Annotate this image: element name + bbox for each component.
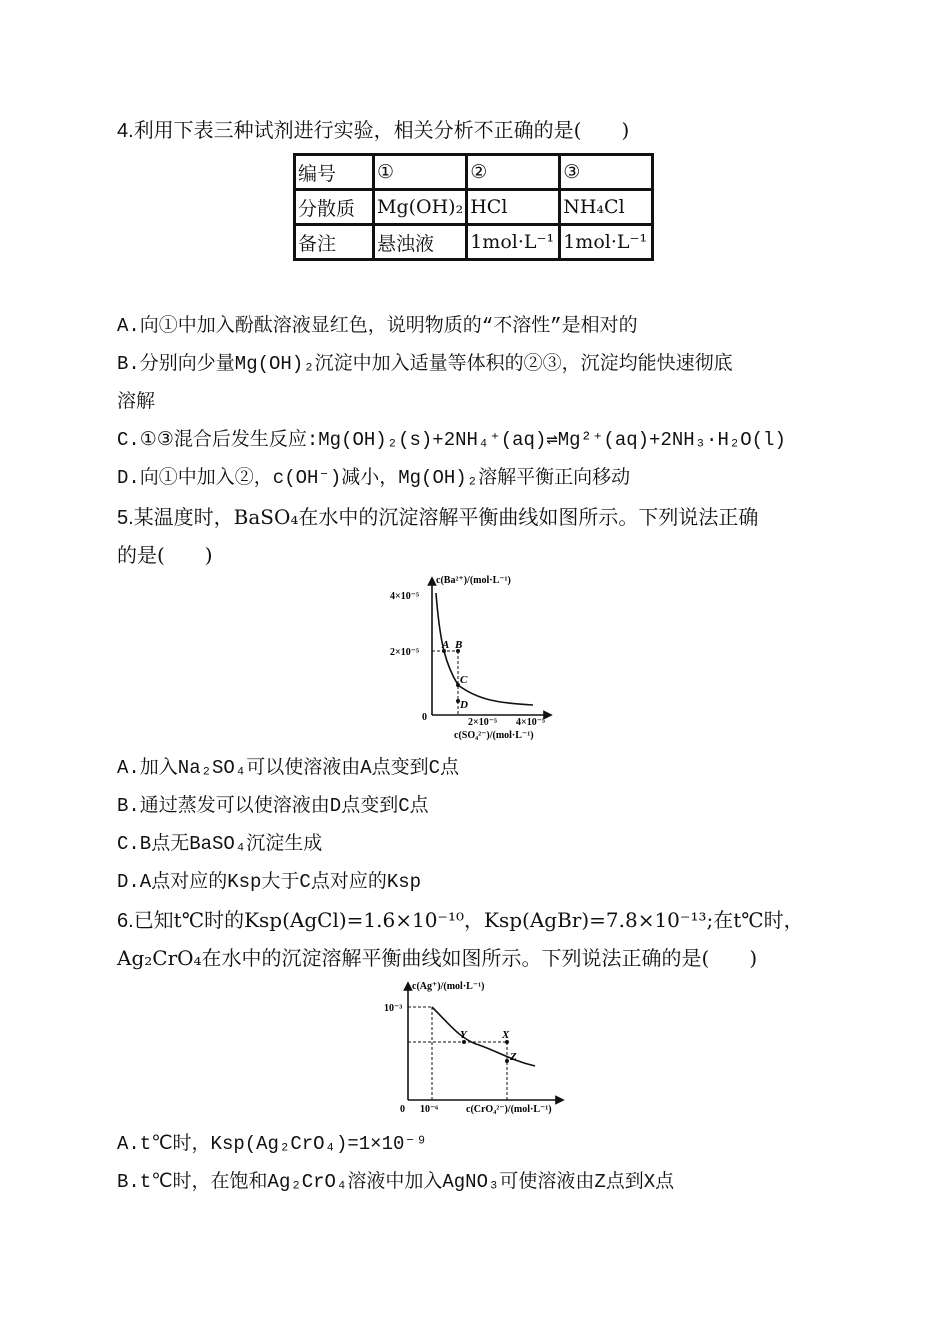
q6-number: 6. — [117, 910, 134, 932]
q4-option-c: C.①③混合后发生反应:Mg(OH)₂(s)+2NH₄⁺(aq)⇌Mg²⁺(aq)+2NH₃·H₂O(l) — [117, 429, 786, 451]
q6-stem-text: 已知t℃时的Ksp(AgCl)=1.6×10⁻¹⁰，Ksp(AgBr)=7.8×10⁻¹³;在t℃时， — [133, 908, 804, 932]
ag2cro4-chart — [380, 980, 570, 1120]
table-cell: 备注 — [295, 225, 374, 260]
point-b-label: B — [455, 639, 463, 651]
table-row — [295, 190, 653, 225]
table-cell: 分散质 — [295, 190, 374, 225]
x-tick-label: 2×10⁻⁵ — [468, 717, 497, 728]
x-tick-label: 10⁻⁶ — [420, 1104, 439, 1115]
x-tick-label: 4×10⁻⁵ — [516, 717, 545, 728]
q6-stem — [117, 908, 804, 933]
table-cell: 编号 — [295, 155, 374, 190]
table-row — [295, 155, 653, 190]
q6-option-b: B.t℃时，在饱和Ag₂CrO₄溶液中加入AgNO₃可使溶液由Z点到X点 — [117, 1171, 675, 1193]
point-z-marker — [505, 1059, 509, 1063]
point-c-label: C — [460, 674, 468, 686]
y-tick-label: 2×10⁻⁵ — [390, 647, 419, 658]
q4-stem — [117, 118, 629, 143]
q4-option-b-cont: 溶解 — [117, 391, 156, 413]
q5-stem — [117, 505, 758, 530]
table-cell: ③ — [560, 155, 653, 190]
q6-option-a: A.t℃时，Ksp(Ag₂CrO₄)=1×10⁻⁹ — [117, 1133, 428, 1155]
q5-stem-cont: 的是( ) — [117, 543, 213, 567]
point-x-label: X — [502, 1029, 510, 1041]
point-a-label: A — [442, 639, 450, 651]
y-axis-label: c(Ba²⁺)/(mol·L⁻¹) — [436, 575, 511, 586]
table-cell: 1mol·L⁻¹ — [560, 225, 653, 260]
q4-stem-text: 利用下表三种试剂进行实验，相关分析不正确的是( ) — [133, 118, 630, 142]
baso4-chart — [388, 575, 568, 745]
q5-stem-text: 某温度时，BaSO₄在水中的沉淀溶解平衡曲线如图所示。下列说法正确 — [133, 505, 759, 529]
q5-option-b: B.通过蒸发可以使溶液由D点变到C点 — [117, 795, 429, 817]
q6-stem-cont: Ag₂CrO₄在水中的沉淀溶解平衡曲线如图所示。下列说法正确的是( ) — [117, 946, 758, 970]
table-row — [295, 225, 653, 260]
y-axis-label: c(Ag⁺)/(mol·L⁻¹) — [412, 981, 485, 992]
x-axis-label: c(CrO₄²⁻)/(mol·L⁻¹) — [466, 1104, 552, 1115]
point-d-label: D — [460, 699, 468, 711]
table-cell: ① — [374, 155, 467, 190]
reagent-table — [293, 153, 654, 261]
table-cell: HCl — [467, 190, 560, 225]
q4-option-d: D.向①中加入②，c(OH⁻)减小，Mg(OH)₂溶解平衡正向移动 — [117, 467, 631, 489]
origin-label: 0 — [400, 1104, 405, 1115]
y-tick-label: 10⁻³ — [384, 1003, 403, 1014]
point-y-label: Y — [460, 1029, 467, 1041]
q4-option-b: B.分别向少量Mg(OH)₂沉淀中加入适量等体积的②③，沉淀均能快速彻底 — [117, 353, 733, 375]
q5-option-a: A.加入Na₂SO₄可以使溶液由A点变到C点 — [117, 757, 460, 779]
q4-number: 4. — [117, 120, 134, 142]
equilibrium-curve — [432, 1007, 535, 1066]
y-tick-label: 4×10⁻⁵ — [390, 591, 419, 602]
point-z-label: Z — [510, 1051, 517, 1063]
table-cell: 悬浊液 — [374, 225, 467, 260]
q5-number: 5. — [117, 507, 134, 529]
x-axis-label: c(SO₄²⁻)/(mol·L⁻¹) — [454, 730, 534, 741]
q5-option-c: C.B点无BaSO₄沉淀生成 — [117, 833, 323, 855]
table-cell: Mg(OH)₂ — [374, 190, 467, 225]
equilibrium-curve — [436, 593, 533, 705]
table-cell: ② — [467, 155, 560, 190]
origin-label: 0 — [422, 712, 427, 723]
q4-option-a: A.向①中加入酚酞溶液显红色，说明物质的“不溶性”是相对的 — [117, 315, 638, 337]
q5-option-d: D.A点对应的Ksp大于C点对应的Ksp — [117, 871, 422, 893]
table-cell: 1mol·L⁻¹ — [467, 225, 560, 260]
table-cell: NH₄Cl — [560, 190, 653, 225]
